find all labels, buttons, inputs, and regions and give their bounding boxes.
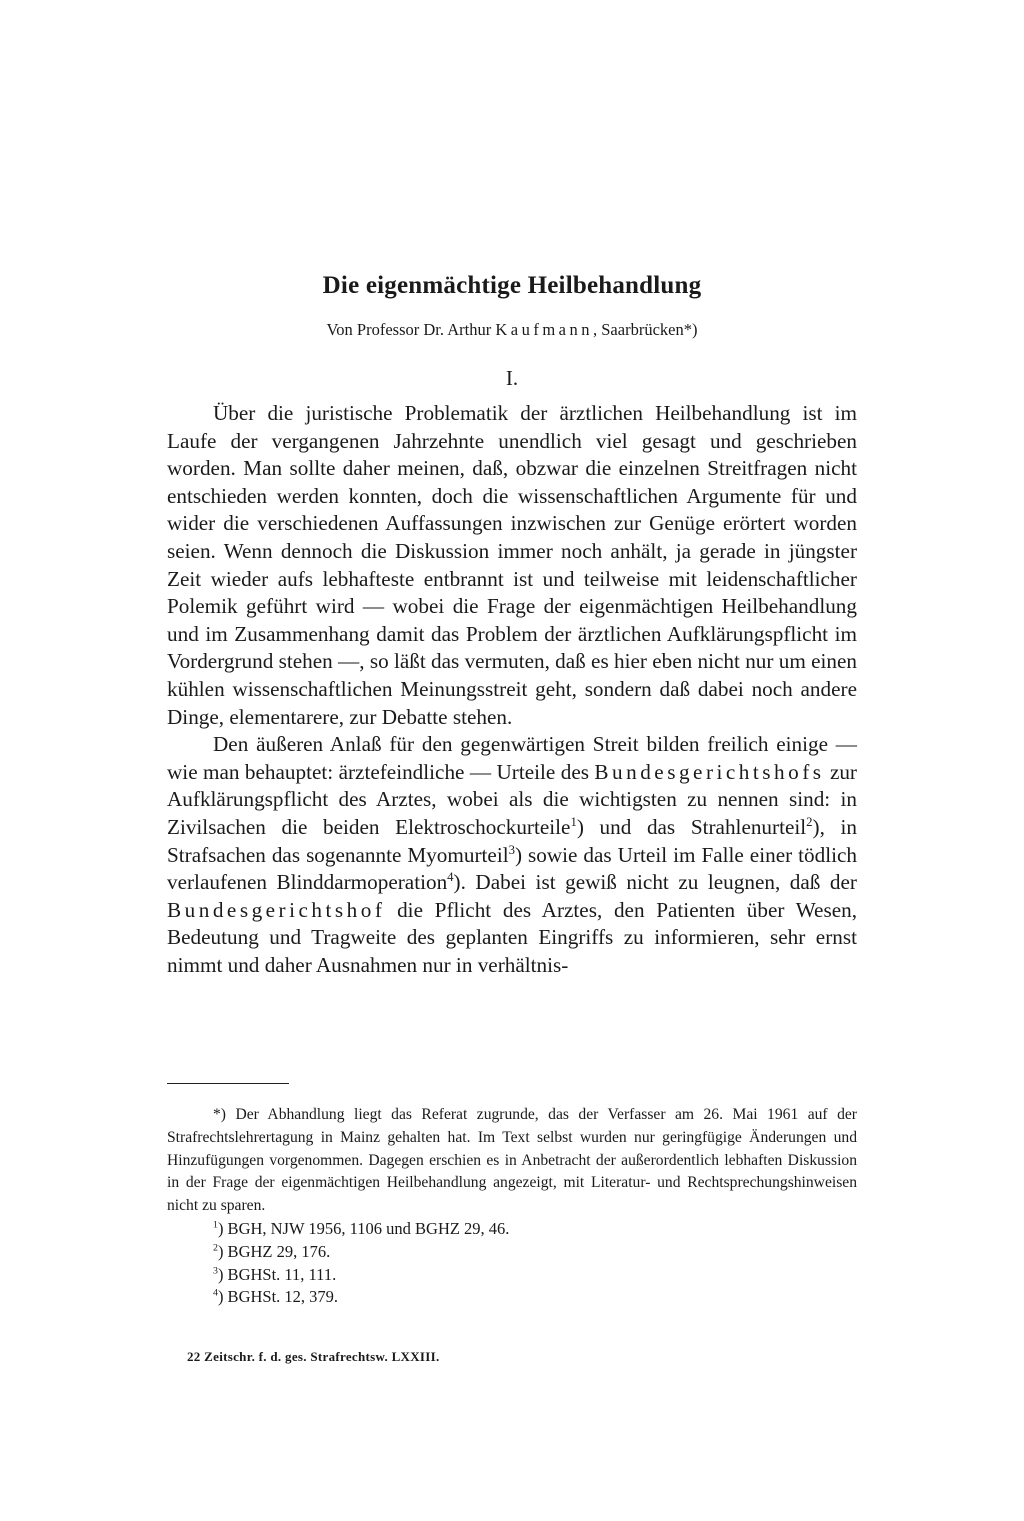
p2-text-f: ). Dabei ist gewiß nicht zu leugnen, daß der (453, 870, 857, 895)
author-surname: Kaufmann (495, 320, 593, 339)
body-text (167, 400, 857, 979)
footnote-4 (167, 1286, 857, 1309)
paragraph-1: Über die juristische Problematik der ärztlichen Heilbehandlung ist im Laufe der vergangenen Jahrzehnte unendlich viel gesagt und geschrieben worden. Man sollte daher meinen, daß, obzwar die einzelnen Streitfragen nicht entschieden werden konnten, doch die wissenschaftlichen Argumente für und wider die verschiedenen Auffassungen inzwischen zur Genüge erörtert worden seien. Wenn dennoch die Diskussion immer noch anhält, ja gerade in jüngster Zeit wieder aufs lebhafteste entbrannt ist und teilweise mit leidenschaftlicher Polemik geführt wird — wobei die Frage der eigenmächtigen Heilbehandlung und im Zusammenhang damit das Problem der ärztlichen Aufklärungspflicht im Vordergrund stehen —, so läßt das vermuten, daß es hier eben nicht nur um einen kühlen wissenschaftlichen Meinungsstreit geht, sondern daß dabei noch andere Dinge, elementarere, zur Debatte stehen. (167, 401, 857, 729)
footnote-text: ) BGHZ 29, 176. (217, 1241, 331, 1261)
signature-line: 22 Zeitschr. f. d. ges. Strafrechtsw. LXXIII. (187, 1349, 440, 1364)
footnote-1 (167, 1218, 857, 1241)
footnote-ref-1: 1 (570, 814, 577, 829)
p2-text-a: Den äußeren Anlaß für den gegenwärtigen Streit bilden freilich einige — wie man behauptet: ärztefeindliche — Urteile des (167, 732, 857, 784)
byline-prefix: Von Professor Dr. Arthur (326, 320, 492, 339)
footnote-mark: 1 (213, 1219, 218, 1231)
footnote-2 (167, 1241, 857, 1264)
footnote-mark: 3 (213, 1265, 218, 1277)
footnote-text: ) BGHSt. 11, 111. (217, 1264, 337, 1284)
footnote-text: ) BGH, NJW 1956, 1106 und BGHZ 29, 46. (217, 1218, 510, 1238)
footnotes (167, 1104, 857, 1309)
p2-text-b: zur Aufklärungspflicht des Arztes, wobei als die wichtigsten zu nennen sind: in Zivilsachen die beiden Elektroschockurteile (167, 759, 857, 839)
footnote-ref-2: 2 (806, 814, 813, 829)
p2-text-e: ) sowie das Urteil im Falle einer tödlich verlaufenen Blinddarmoperation (167, 842, 857, 895)
p2-text-c: ) und das Strahlenurteil (576, 814, 807, 839)
footnote-star: *) Der Abhandlung liegt das Referat zugrunde, das der Verfasser am 26. Mai 1961 auf der Strafrechtslehrertagung in Mainz gehalten hat. Im Text selbst wurden nur geringfügige Änderungen und Hinzufügungen vorgenommen. Dagegen erschien es in Anbetracht der außerordentlich lebhaften Diskussion in der Frage der eigenmächtigen Heilbehandlung angezeigt, mit Literatur- und Rechtsprechungshinweisen nicht zu sparen. (167, 1106, 857, 1215)
footnote-mark: 2 (213, 1242, 218, 1254)
paragraph-2 (167, 731, 857, 979)
author-byline (0, 320, 1024, 340)
footnote-text: ) BGHSt. 12, 379. (217, 1287, 339, 1307)
court-name-spaced: Bundesgerichtshofs (594, 759, 825, 784)
article-title: Die eigenmächtige Heilbehandlung (322, 272, 702, 299)
footnote-3 (167, 1264, 857, 1287)
footnote-ref-4: 4 (447, 870, 454, 885)
p2-text-d: ), in Strafsachen das sogenannte Myomurteil (167, 814, 857, 867)
footnote-mark: 4 (213, 1287, 218, 1299)
court-name-spaced-2: Bundesgerichtshof (167, 897, 386, 922)
footnote-divider (167, 1083, 289, 1084)
p2-text-g: die Pflicht des Arztes, den Patienten über Wesen, Bedeutung und Tragweite des geplanten Eingriffs zu informieren, sehr ernst nimmt und daher Ausnahmen nur in verhältnis- (167, 897, 857, 977)
byline-suffix: , Saarbrücken*) (593, 320, 698, 339)
section-heading: I. (505, 366, 519, 390)
footnote-ref-3: 3 (508, 842, 515, 857)
